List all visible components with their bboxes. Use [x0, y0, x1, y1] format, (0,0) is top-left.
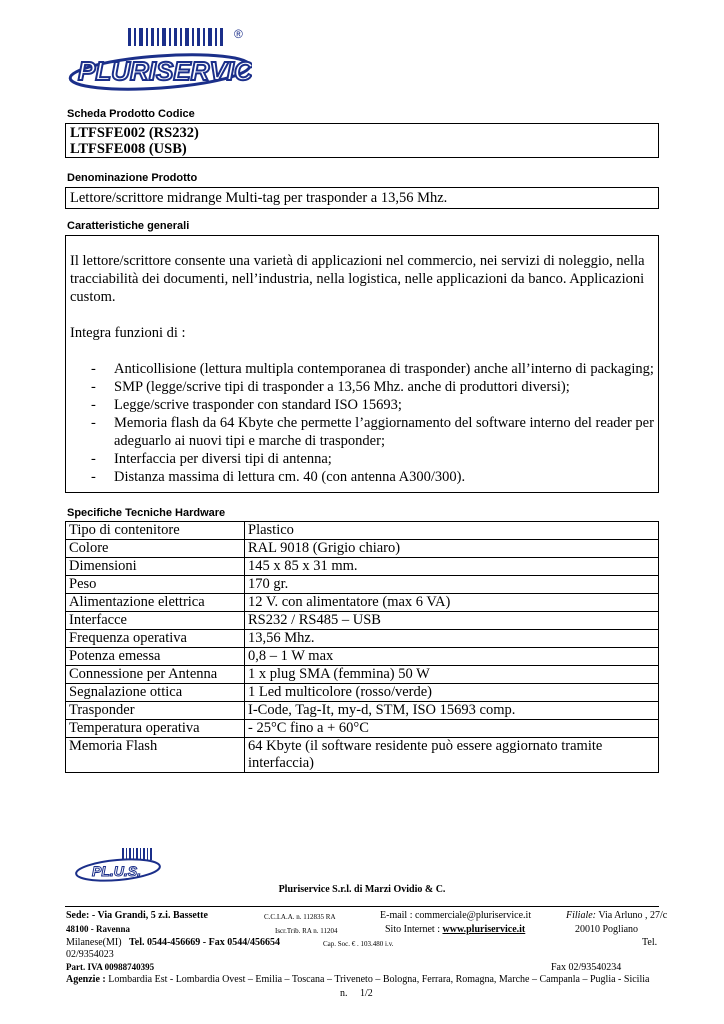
website: Sito Internet : www.pluriservice.it: [385, 924, 526, 935]
specs-label: Specifiche Tecniche Hardware: [67, 507, 226, 519]
product-code-line-2: LTFSFE008 (USB): [70, 141, 187, 157]
list-item: - Distanza massima di lettura cm. 40 (con antenna A300/300).: [91, 469, 466, 485]
svg-text:PL.U.S.: PL.U.S.: [92, 863, 142, 879]
table-row: Interfacce RS232 / RS485 – USB: [66, 612, 659, 630]
piva: Part. IVA 00988740395: [66, 962, 155, 972]
branch-city: 20010 Pogliano: [575, 924, 639, 935]
tel-branch: 02/9354023: [66, 949, 114, 960]
branch-city-2: Milanese(MI): [66, 937, 122, 948]
features-intro: Il lettore/scrittore consente una varietà di applicazioni nel commercio, nei servizi di noleggio, nella tracciabilità dei documenti, nell’industria, nella logistica, nelle applicazioni da banco. Applicazioni custom.: [70, 253, 645, 305]
features-list: [70, 360, 654, 486]
table-row: Dimensioni 145 x 85 x 31 mm.: [66, 558, 659, 576]
phone-fax: Tel. 0544-456669 - Fax 0544/456654: [129, 937, 281, 948]
cap-soc: Cap. Soc. € . 103.480 i.v.: [323, 940, 394, 948]
product-name-value: Lettore/scrittore midrange Multi-tag per trasponder a 13,56 Mhz.: [70, 190, 448, 206]
list-item: - Legge/scrive trasponder con standard ISO 15693;: [91, 397, 402, 413]
svg-text:®: ®: [234, 27, 243, 41]
table-row: Colore RAL 9018 (Grigio chiaro): [66, 540, 659, 558]
specs-table: [65, 521, 659, 773]
table-row: Alimentazione elettrica 12 V. con alimentatore (max 6 VA): [66, 594, 659, 612]
table-row: Temperatura operativa - 25°C fino a + 60°C: [66, 720, 659, 738]
list-item: - Memoria flash da 64 Kbyte che permette l’aggiornamento del software interno del reader per adeguarlo ai nuovi tipi e marche di trasponder;: [91, 415, 654, 449]
footer-divider: [65, 906, 659, 907]
features-box: [65, 235, 659, 493]
table-row: Trasponder I-Code, Tag-It, my-d, STM, ISO 15693 comp.: [66, 702, 659, 720]
list-item: - SMP (legge/scrive tipi di trasponder a 13,56 Mhz. anche di produttori diversi);: [91, 379, 570, 395]
page-number: n. 1/2: [340, 988, 373, 999]
table-row: Segnalazione ottica 1 Led multicolore (rosso/verde): [66, 684, 659, 702]
list-item: - Anticollisione (lettura multipla contemporanea di trasponder) anche all’interno di packaging;: [91, 361, 654, 377]
plus-logo: [70, 846, 162, 886]
iscr: Iscr.Trib. RA n. 11204: [275, 927, 338, 935]
table-row: Frequenza operativa 13,56 Mhz.: [66, 630, 659, 648]
table-row: Connessione per Antenna 1 x plug SMA (femmina) 50 W: [66, 666, 659, 684]
table-row: Memoria Flash 64 Kbyte (il software residente può essere aggiornato tramite interfaccia): [66, 738, 659, 773]
email: E-mail : commerciale@pluriservice.it: [380, 910, 532, 921]
functions-heading: Integra funzioni di :: [70, 325, 186, 341]
product-code-label: Scheda Prodotto Codice: [67, 108, 195, 120]
table-row: Peso 170 gr.: [66, 576, 659, 594]
agenzie: Agenzie : Lombardia Est - Lombardia Ovest – Emilia – Toscana – Triveneto – Bologna, Ferrara, Romagna, Marche – Campanla – Puglia - Sicilia: [66, 974, 650, 985]
product-name-box: [65, 187, 659, 209]
fax-branch: Fax 02/93540234: [551, 962, 622, 973]
table-row: Tipo di contenitore Plastico: [66, 522, 659, 540]
website-link[interactable]: www.pluriservice.it: [442, 924, 526, 935]
table-row: Potenza emessa 0,8 – 1 W max: [66, 648, 659, 666]
filiale: Filiale: Via Arluno , 27/c: [566, 910, 668, 921]
cciaa: C.C.I.A.A. n. 112835 RA: [264, 913, 336, 921]
features-label: Caratteristiche generali: [67, 220, 190, 232]
product-code-box: [65, 123, 659, 158]
sede-address: Sede: - Via Grandi, 5 z.i. Bassette: [66, 910, 208, 921]
pluriservice-logo: [68, 24, 252, 104]
product-code-line-1: LTFSFE002 (RS232): [70, 125, 199, 141]
company-name: Pluriservice S.r.l. di Marzi Ovidio & C.: [278, 884, 446, 895]
city: 48100 - Ravenna: [66, 924, 131, 934]
list-item: - Interfaccia per diversi tipi di antenna;: [91, 451, 332, 467]
product-name-label: Denominazione Prodotto: [67, 172, 198, 184]
logo-text: PLURISERVICE: [78, 56, 252, 86]
tel-label: Tel.: [642, 937, 658, 948]
